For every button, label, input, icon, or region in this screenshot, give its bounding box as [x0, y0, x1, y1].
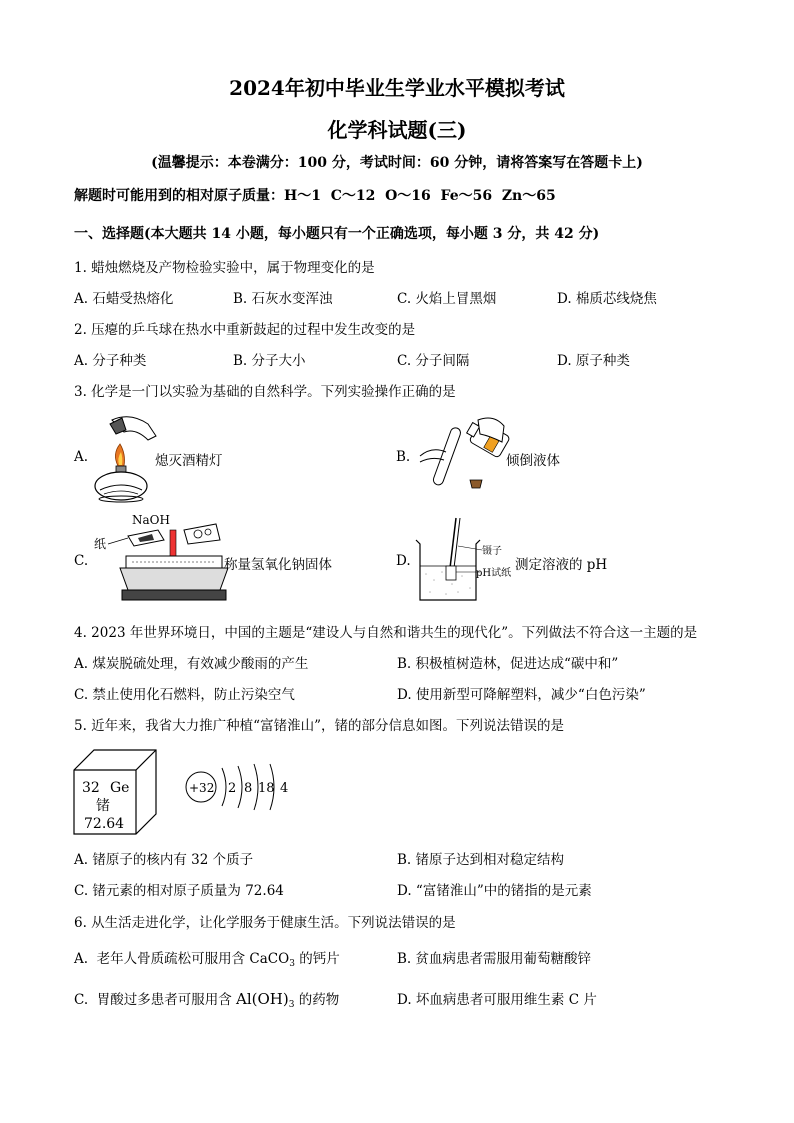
q6-a-pre: A. 老年人骨质疏松可服用含 — [74, 951, 250, 967]
balance-figure — [92, 510, 227, 606]
shell-1-electrons: 2 — [228, 781, 237, 796]
q6-a-sub: 3 — [289, 959, 295, 969]
element-name: 锗 — [96, 798, 110, 814]
q6-c-pre: C. 胃酸过多患者可服用含 — [74, 992, 237, 1008]
q1-option-a: A. 石蜡受热熔化 — [74, 291, 174, 307]
q3-option-a-text: 熄灭酒精灯 — [155, 453, 223, 469]
q4-stem: 4. 2023 年世界环境日，中国的主题是“建设人与自然和谐共生的现代化”。下列做法不符合这一主题的是 — [74, 625, 698, 641]
shell-4-electrons: 4 — [280, 781, 289, 796]
q4-option-b: B. 积极植树造林，促进达成“碳中和” — [397, 656, 619, 672]
element-cell-figure — [72, 748, 162, 840]
q6-c-post: 的药物 — [294, 992, 340, 1008]
q5-option-b: B. 锗原子达到相对稳定结构 — [397, 852, 565, 868]
atomic-mass-values: H～1 C～12 O～16 Fe～56 Zn～65 — [284, 188, 556, 204]
element-symbol: Ge — [110, 780, 130, 796]
element-number: 32 — [82, 780, 100, 796]
q5-option-c: C. 锗元素的相对原子质量为 72.64 — [74, 883, 284, 899]
naoh-label: NaOH — [132, 513, 170, 527]
q5-option-d: D. “富锗淮山”中的锗指的是元素 — [397, 883, 592, 899]
q6-stem: 6. 从生活走进化学，让化学服务于健康生活。下列说法错误的是 — [74, 915, 456, 931]
q2-option-c: C. 分子间隔 — [397, 353, 470, 369]
q4-option-c: C. 禁止使用化石燃料，防止污染空气 — [74, 687, 295, 703]
exam-title: 2024年初中毕业生学业水平模拟考试 — [229, 76, 565, 100]
q6-option-d: D. 坏血病患者可服用维生素 C 片 — [397, 992, 597, 1008]
element-mass: 72.64 — [84, 816, 125, 832]
q3-option-b-text: 倾倒液体 — [506, 453, 560, 469]
q3-option-a-letter: A. — [74, 449, 89, 465]
nucleus-charge: +32 — [189, 781, 215, 795]
atomic-structure-figure — [184, 762, 294, 822]
shell-3-electrons: 18 — [258, 781, 275, 796]
q6-option-a — [74, 947, 340, 969]
atomic-mass-label: 解题时可能用到的相对原子质量： — [74, 188, 284, 204]
paper-label: 纸 — [94, 537, 107, 551]
q1-stem: 1. 蜡烛燃烧及产物检验实验中，属于物理变化的是 — [74, 260, 375, 276]
pouring-liquid-figure — [418, 416, 508, 496]
q4-option-a: A. 煤炭脱硫处理，有效减少酸雨的产生 — [74, 656, 309, 672]
alcohol-lamp-figure — [90, 410, 160, 502]
q3-option-d-letter: D. — [396, 553, 411, 569]
q3-option-d-text: 测定溶液的 pH — [515, 557, 608, 573]
ph-test-figure — [412, 514, 522, 606]
q6-c-formula: Al(OH) — [236, 990, 289, 1008]
q2-option-d: D. 原子种类 — [557, 353, 630, 369]
q6-c-sub: 3 — [288, 1000, 295, 1010]
q2-stem: 2. 压瘪的乒乓球在热水中重新鼓起的过程中发生改变的是 — [74, 322, 416, 338]
q3-option-c-text: 称量氢氧化钠固体 — [224, 557, 332, 573]
q2-option-b: B. 分子大小 — [233, 353, 306, 369]
q3-option-c-letter: C. — [74, 553, 89, 569]
atomic-mass-line — [74, 185, 556, 205]
q6-option-c — [74, 988, 339, 1010]
q6-a-post: 的钙片 — [294, 951, 340, 967]
section-heading: 一、选择题(本大题共 14 小题，每小题只有一个正确选项，每小题 3 分，共 42 分) — [74, 226, 600, 242]
ph-paper-label: pH试纸 — [476, 568, 512, 579]
tweezers-label: 镊子 — [482, 546, 502, 557]
q5-option-a: A. 锗原子的核内有 32 个质子 — [74, 852, 254, 868]
q5-stem: 5. 近年来，我省大力推广种植“富锗淮山”，锗的部分信息如图。下列说法错误的是 — [74, 718, 564, 734]
q1-option-c: C. 火焰上冒黑烟 — [397, 291, 497, 307]
exam-tips: (温馨提示：本卷满分：100 分，考试时间：60 分钟，请将答案写在答题卡上) — [151, 155, 643, 171]
q3-option-b-letter: B. — [396, 449, 411, 465]
q6-a-formula: CaCO — [249, 951, 290, 967]
q6-option-b: B. 贫血病患者需服用葡萄糖酸锌 — [397, 951, 592, 967]
q1-option-b: B. 石灰水变浑浊 — [233, 291, 333, 307]
exam-subtitle: 化学科试题(三) — [327, 118, 467, 142]
shell-2-electrons: 8 — [244, 781, 253, 796]
q2-option-a: A. 分子种类 — [74, 353, 147, 369]
q3-stem: 3. 化学是一门以实验为基础的自然科学。下列实验操作正确的是 — [74, 384, 456, 400]
q1-option-d: D. 棉质芯线烧焦 — [557, 291, 657, 307]
q4-option-d: D. 使用新型可降解塑料，减少“白色污染” — [397, 687, 646, 703]
